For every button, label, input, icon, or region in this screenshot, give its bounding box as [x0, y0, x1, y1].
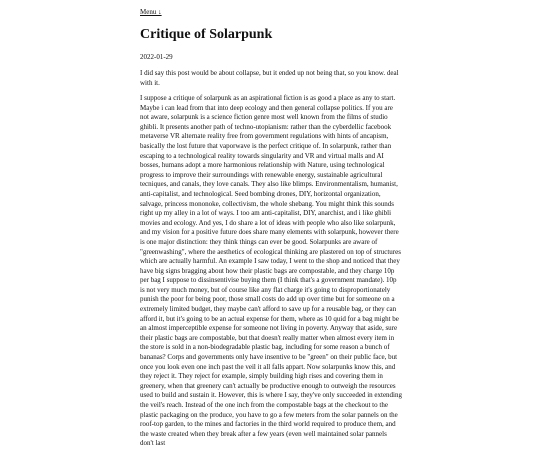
menu-link[interactable]: Menu ↓: [140, 8, 162, 16]
body-paragraph: I suppose a critique of solarpunk as an aspirational fiction is as good a place as any to start. Maybe i can lead from that into deep ecology and then general collapse politics. If you are not aware, solarpunk is a science fiction genre most well known from the films of studio ghibli. It presents another path of techno-utopianism: rather than the cyberdellic facebook metaverse VR alternate reality free from government regulations with hints of ancapism, basically the lost future that vaporwave is the perfect critique of. In solarpunk, rather than escaping to a technological reality towards singularity and VR and virtual malls and AI bosses, humans adopt a more harmonious relationship with Nature, using technological progress to improve their surroundings with renewable energy, sustainable agricultural tecniques, and canals, they love canals. They also like blimps. Environmentalism, humanist, anti-capitalist, and technological. Seed bombing drones, DIY, horizontal organization, salvage, princess mononoke, collectivism, the whole shebang. You might think this sounds right up my alley in a lot of ways. I too am anti-capitalist, DIY, anarchist, and i like ghibli movies and ecology. And yes, I do share a lot of ideas with people who also like solarpunk, and my vision for a positive future does share many elements with solarpunk, however there is one major distinction: they think things can ever be good. Solarpunks are aware of "greenwashing", where the aesthetics of ecological thinking are plastered on top of structures which are actually harmful. An example I saw today, I went to the shop and noticed that they have big signs bragging about how their plastic bags are compostable, and they charge 10p per bag I suppose to dissinsentivise buying them (I think that's a government mandate). 10p is not very much money, but of course like any flat charge it's going to disproportionately punish the poor for being poor, those small costs do add up over time but for someone on a extremely limited budget, they maybe can't afford to save up for a reusable bag, or they can afford it, but it's going to be an actual expense for them, where as 10 quid for a bag might be an almost imperceptible expense for someone not living in poverty. Anyway that aside, sure their plastic bags are compostable, but that doesn't really matter when almost every item in the store is sold in a non-biodegradable plastic bag, including for some reason a bunch of bananas? Corps and governments only have insentive to be "green" on their public face, but once you look even one inch past the veil it all falls appart. Now solarpunks know this, and they reject it. They reject for example, simply building high rises and covering them in greenery, when that greenery can't actually be productive enough to outweigh the resources used to build and sustain it. However, this is where I say, they've only succeeded in extending the veil's reach. Instead of the one inch from the compostable bags at the checkout to the plastic packaging on the produce, you have to go a few meters from the solar pannels on the roof-top garden, to the mines and factories in the third world required to produce them, and the waste created when they break after a few years (even well maintained solar pannels don't last: [140, 94, 402, 448]
page-title: Critique of Solarpunk: [140, 27, 273, 42]
intro-paragraph: I did say this post would be about collapse, but it ended up not being that, so you know. deal with it.: [140, 69, 399, 87]
post-date: 2022-01-29: [140, 53, 173, 61]
